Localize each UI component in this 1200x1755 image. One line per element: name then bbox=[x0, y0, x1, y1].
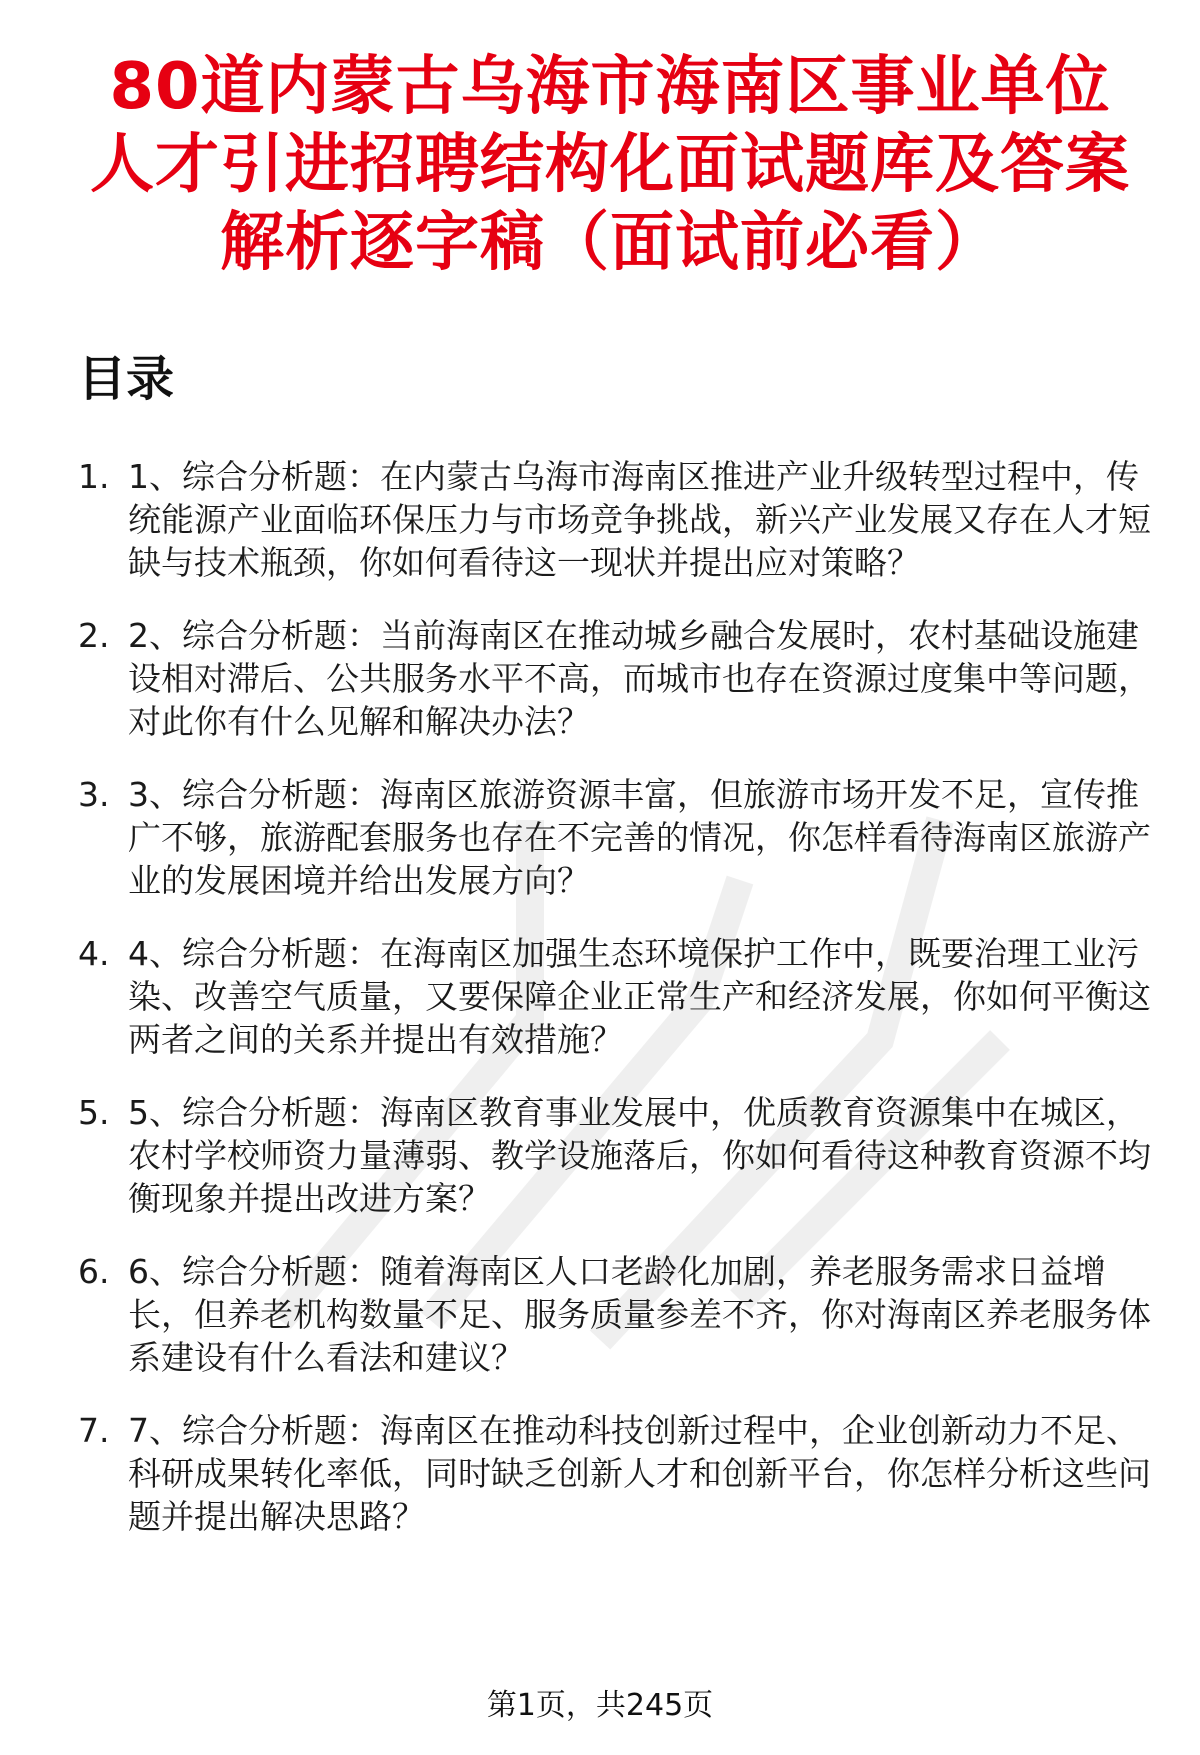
toc-item-number: 3. bbox=[78, 775, 110, 814]
toc-item-text[interactable]: 2、综合分析题：当前海南区在推动城乡融合发展时，农村基础设施建设相对滞后、公共服务水平不高，而城市也存在资源过度集中等问题，对此你有什么见解和解决办法？ bbox=[128, 616, 1151, 741]
toc-item[interactable] bbox=[78, 1091, 1158, 1220]
toc-item[interactable] bbox=[78, 932, 1158, 1061]
toc-item[interactable] bbox=[78, 455, 1158, 584]
page-number: 第1页，共245页 bbox=[486, 1688, 714, 1723]
toc-item-number: 2. bbox=[78, 616, 110, 655]
toc-item-number: 7. bbox=[78, 1411, 110, 1450]
toc-item[interactable] bbox=[78, 1409, 1158, 1538]
toc-item-text[interactable]: 5、综合分析题：海南区教育事业发展中，优质教育资源集中在城区，农村学校师资力量薄弱、教学设施落后，你如何看待这种教育资源不均衡现象并提出改进方案？ bbox=[128, 1093, 1151, 1218]
toc-item[interactable] bbox=[78, 773, 1158, 902]
toc-item-text[interactable]: 7、综合分析题：海南区在推动科技创新过程中，企业创新动力不足、科研成果转化率低，同时缺乏创新人才和创新平台，你怎样分析这些问题并提出解决思路？ bbox=[128, 1411, 1151, 1536]
toc-item[interactable] bbox=[78, 1250, 1158, 1379]
toc-heading: 目录 bbox=[78, 351, 175, 407]
toc-item-number: 4. bbox=[78, 934, 110, 973]
toc-item-number: 6. bbox=[78, 1252, 110, 1291]
toc-item-number: 1. bbox=[78, 457, 110, 496]
toc-list bbox=[78, 455, 1158, 1568]
toc-item-number: 5. bbox=[78, 1093, 110, 1132]
toc-item-text[interactable]: 1、综合分析题：在内蒙古乌海市海南区推进产业升级转型过程中，传统能源产业面临环保压力与市场竞争挑战，新兴产业发展又存在人才短缺与技术瓶颈，你如何看待这一现状并提出应对策略？ bbox=[128, 457, 1151, 582]
toc-item-text[interactable]: 6、综合分析题：随着海南区人口老龄化加剧，养老服务需求日益增长，但养老机构数量不足、服务质量参差不齐，你对海南区养老服务体系建设有什么看法和建议？ bbox=[128, 1252, 1151, 1377]
toc-item-text[interactable]: 3、综合分析题：海南区旅游资源丰富，但旅游市场开发不足，宣传推广不够，旅游配套服务也存在不完善的情况，你怎样看待海南区旅游产业的发展困境并给出发展方向？ bbox=[128, 775, 1151, 900]
page-title: 80道内蒙古乌海市海南区事业单位人才引进招聘结构化面试题库及答案解析逐字稿（面试前必看） bbox=[90, 50, 1130, 280]
toc-item-text[interactable]: 4、综合分析题：在海南区加强生态环境保护工作中，既要治理工业污染、改善空气质量，又要保障企业正常生产和经济发展，你如何平衡这两者之间的关系并提出有效措施？ bbox=[128, 934, 1151, 1059]
toc-item[interactable] bbox=[78, 614, 1158, 743]
